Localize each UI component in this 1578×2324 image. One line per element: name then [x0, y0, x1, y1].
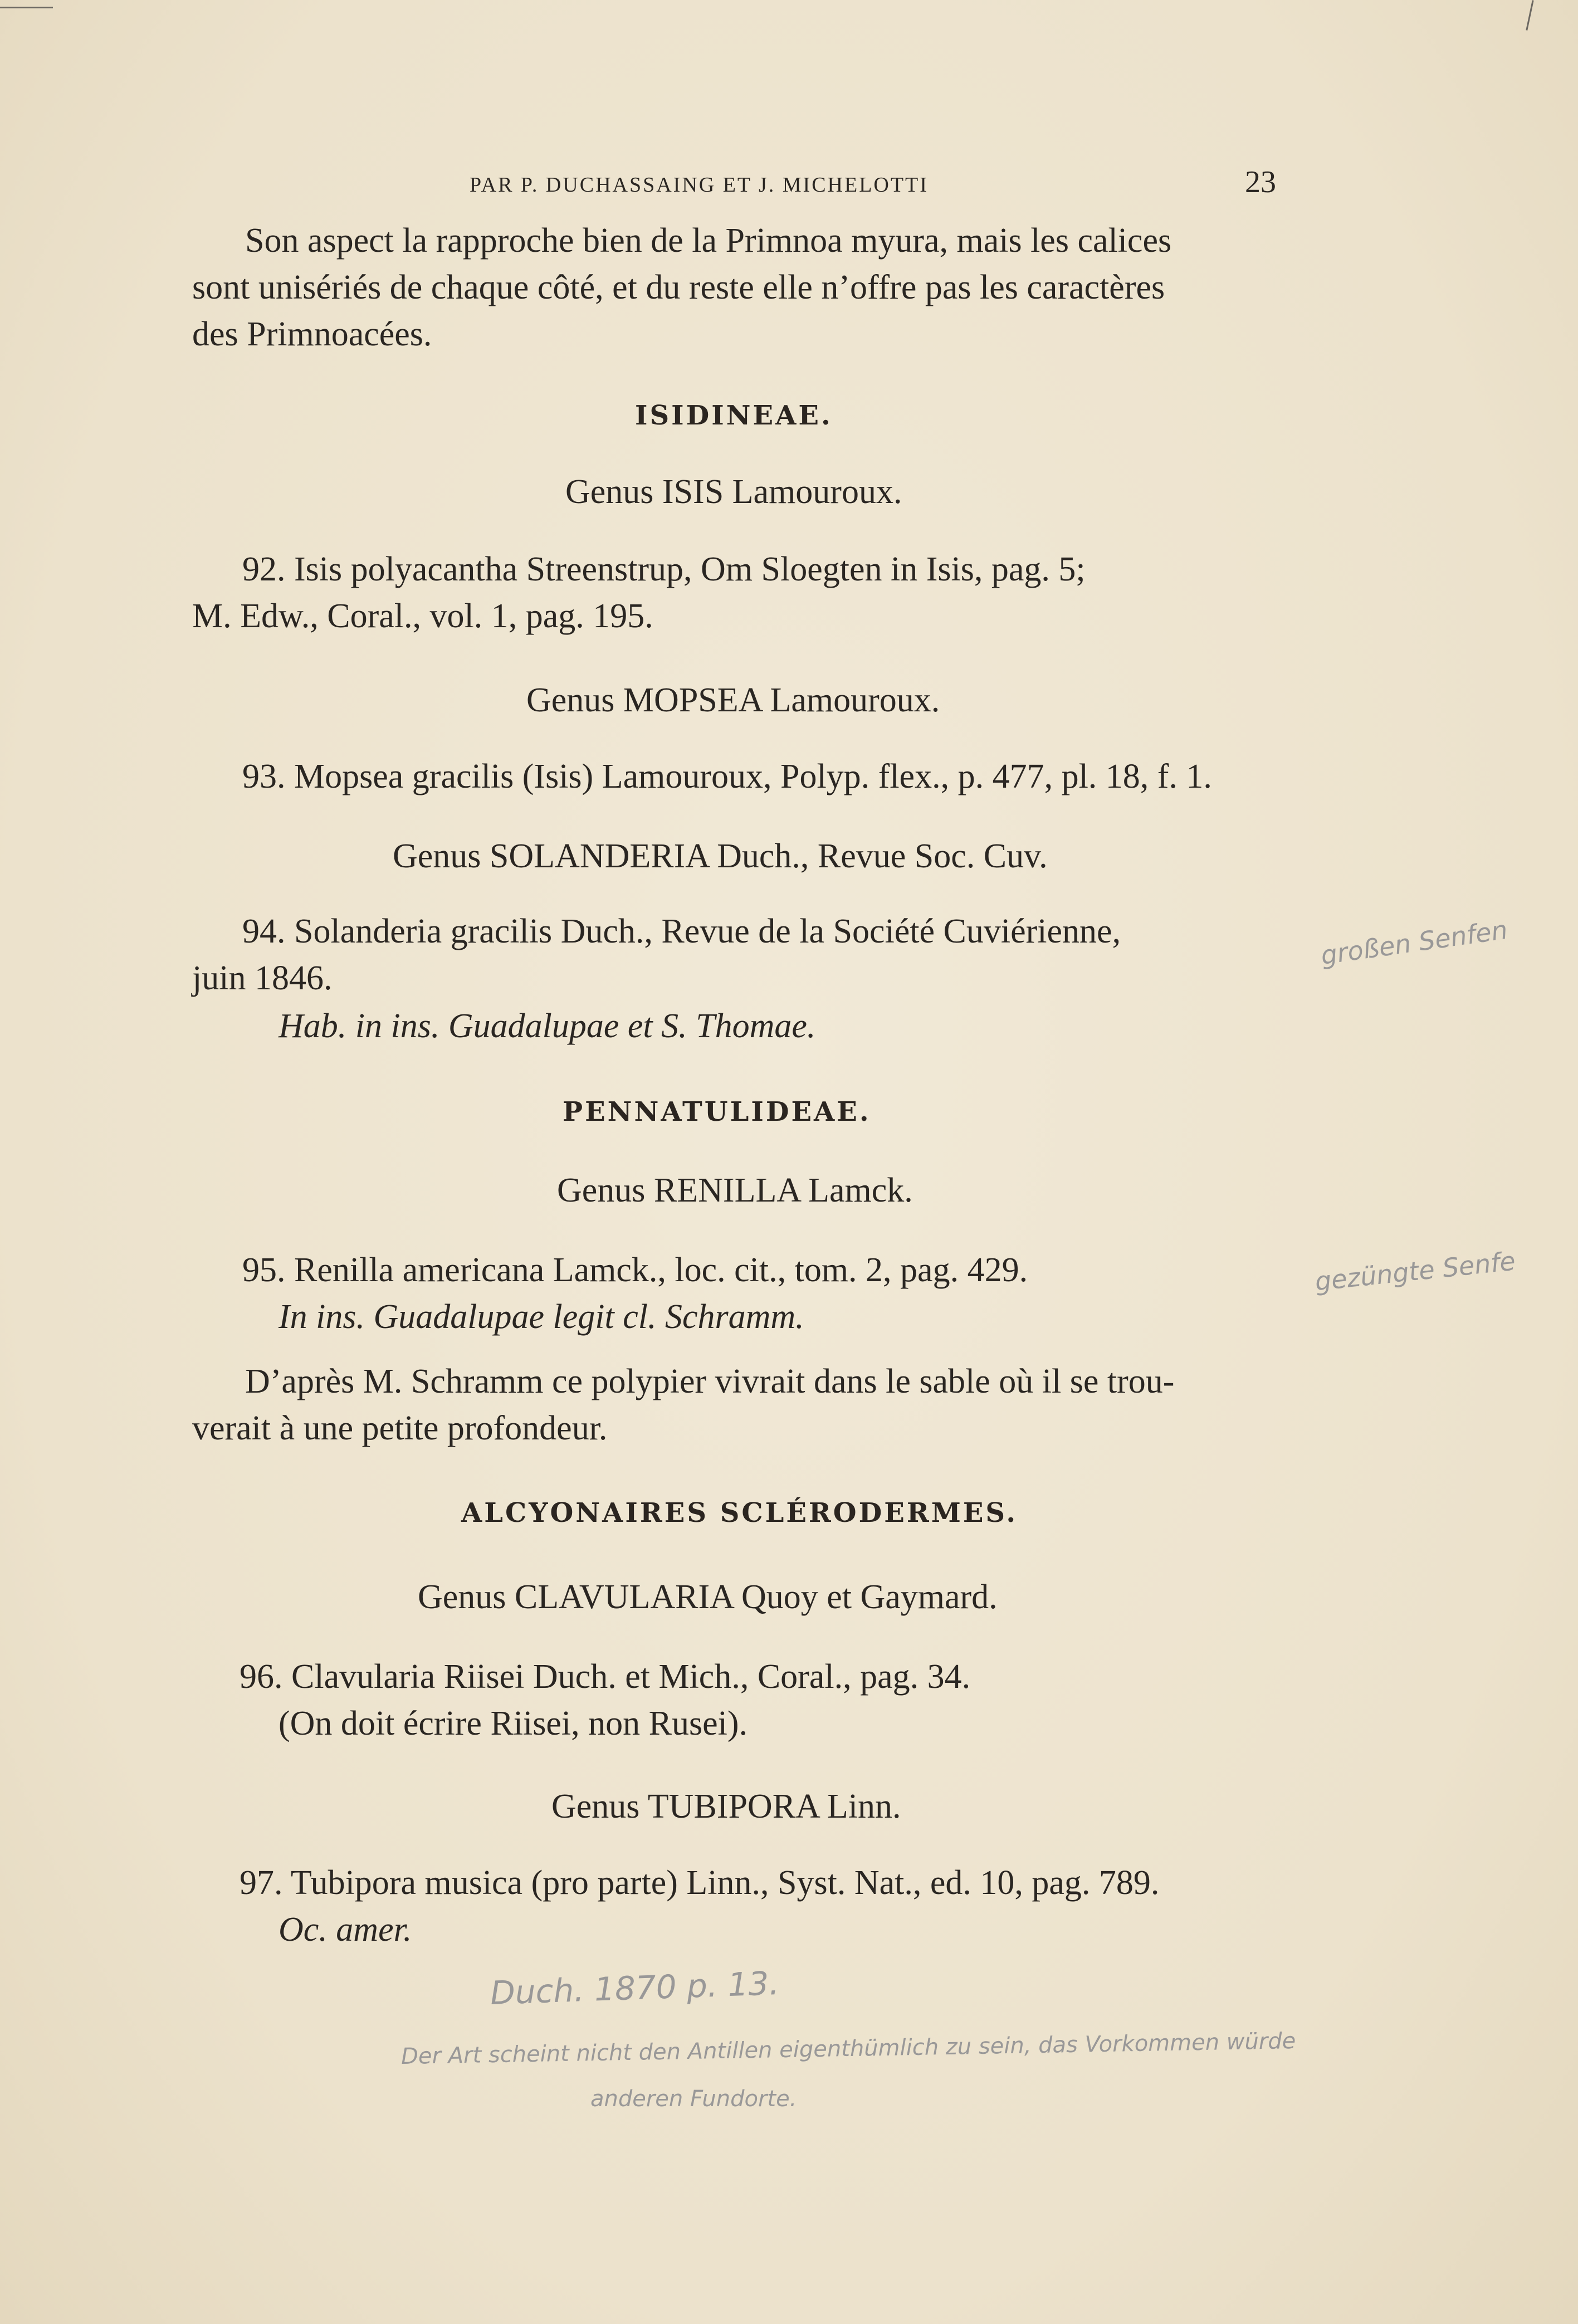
entry-96-line-1: 96. Clavularia Riisei Duch. et Mich., Coral., pag. 34. [240, 1658, 971, 1696]
entry-96-line-2: (On doit écrire Riisei, non Rusei). [279, 1705, 748, 1742]
paragraph-2-line-2: verait à une petite profondeur. [192, 1409, 608, 1447]
handwritten-note-line-2: anderen Fundorte. [590, 2086, 797, 2112]
genus-heading-solanderia: Genus SOLANDERIA Duch., Revue Soc. Cuv. [393, 837, 1048, 875]
entry-97-line-1: 97. Tubipora musica (pro parte) Linn., Syst. Nat., ed. 10, pag. 789. [240, 1864, 1160, 1902]
entry-97-line-2: Oc. amer. [279, 1911, 412, 1949]
corner-tick-mark [1526, 0, 1533, 30]
paragraph-1-line-3: des Primnoacées. [192, 315, 432, 353]
genus-heading-clavularia: Genus CLAVULARIA Quoy et Gaymard. [418, 1578, 998, 1616]
section-heading-pennatulideae: PENNATULIDEAE. [563, 1096, 871, 1127]
section-heading-alcyonaires: ALCYONAIRES SCLÉRODERMES. [461, 1497, 1018, 1529]
section-heading-isidineae: ISIDINEAE. [635, 400, 833, 431]
entry-93: 93. Mopsea gracilis (Isis) Lamouroux, Polyp. flex., p. 477, pl. 18, f. 1. [242, 758, 1212, 795]
paragraph-2-line-1: D’après M. Schramm ce polypier vivrait dans le sable où il se trou- [245, 1363, 1175, 1400]
entry-95-line-2: In ins. Guadalupae legit cl. Schramm. [279, 1298, 804, 1336]
handwritten-margin-note-2: gezüngte Senfe [1313, 1246, 1517, 1297]
paragraph-1-line-2: sont unisériés de chaque côté, et du reste elle n’offre pas les caractères [192, 268, 1165, 306]
entry-95-line-1: 95. Renilla americana Lamck., loc. cit., tom. 2, pag. 429. [242, 1251, 1028, 1289]
handwritten-note-reference: Duch. 1870 p. 13. [489, 1964, 780, 2013]
page-number: 23 [1245, 165, 1276, 199]
genus-heading-tubipora: Genus TUBIPORA Linn. [551, 1788, 901, 1825]
handwritten-margin-note-1: großen Senfen [1318, 914, 1509, 971]
entry-94-line-1: 94. Solanderia gracilis Duch., Revue de la Société Cuviérienne, [242, 912, 1121, 950]
entry-92-line-2: M. Edw., Coral., vol. 1, pag. 195. [192, 597, 653, 635]
corner-rule [0, 7, 53, 8]
handwritten-note-line-1: Der Art scheint nicht den Antillen eigenthümlich zu sein, das Vorkommen würde [400, 2028, 1296, 2070]
entry-94-line-2: juin 1846. [192, 959, 333, 997]
genus-heading-isis: Genus ISIS Lamouroux. [565, 473, 902, 511]
paragraph-1-line-1: Son aspect la rapproche bien de la Primnoa myura, mais les calices [245, 222, 1172, 260]
running-head: PAR P. DUCHASSAING ET J. MICHELOTTI [470, 173, 929, 197]
entry-94-habitat: Hab. in ins. Guadalupae et S. Thomae. [279, 1007, 816, 1045]
genus-heading-renilla: Genus RENILLA Lamck. [557, 1171, 913, 1209]
entry-92-line-1: 92. Isis polyacantha Streenstrup, Om Sloegten in Isis, pag. 5; [242, 550, 1086, 588]
genus-heading-mopsea: Genus MOPSEA Lamouroux. [526, 681, 940, 719]
